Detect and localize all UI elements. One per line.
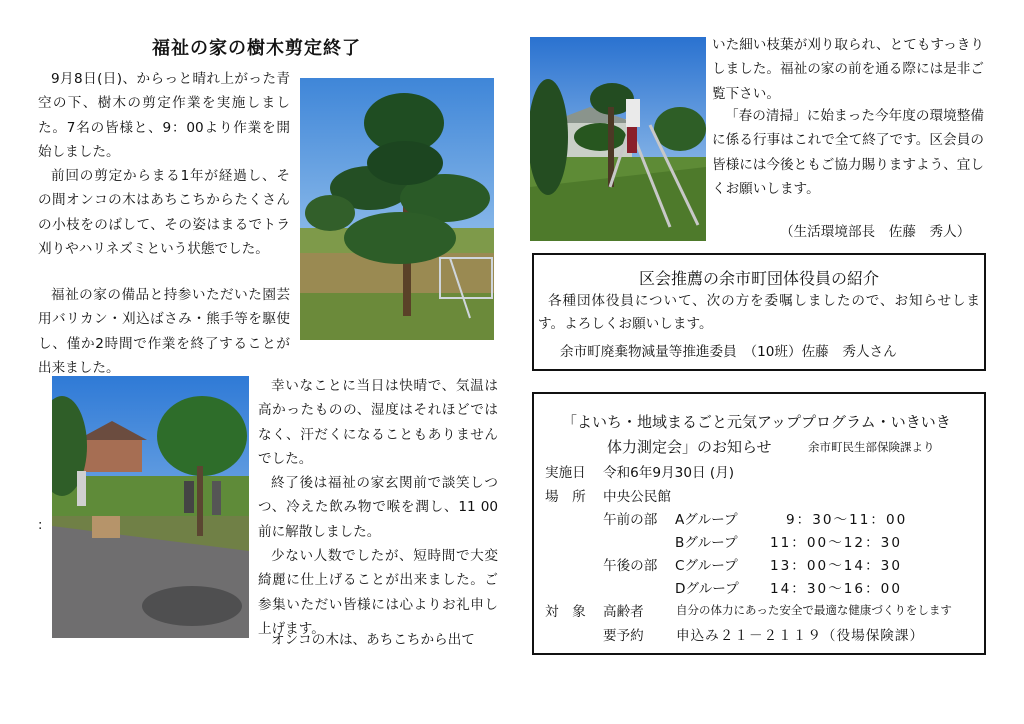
ladder-pruning-photo <box>530 37 706 241</box>
group-a-name: Aグループ <box>675 512 738 528</box>
article-paragraph-6: 少ない人数でしたが、短時間で大変綺麗に仕上げることが出来ました。ご参集いただい皆様には心よりお礼申し上げます。 <box>258 548 498 638</box>
group-c-name: Cグループ <box>675 558 738 574</box>
article-paragraph-8: いた細い枝葉が刈り取られ、とてもすっきりしました。福祉の家の前を通る際には是非ご覧下さい。 <box>712 37 984 102</box>
committee-box-text: 各種団体役員について、次の方を委嘱しましたので、お知らせします。よろしくお願いします。 <box>538 293 980 332</box>
reservation-label: 要予約 <box>603 628 644 644</box>
event-date: 令和6年9月30日 (月) <box>603 465 735 481</box>
afternoon-session-label: 午後の部 <box>603 558 658 574</box>
event-place: 中央公民館 <box>603 489 671 505</box>
place-label: 場 所 <box>545 489 586 505</box>
article-paragraph-3: 福祉の家の備品と持参いただいた園芸用バリカン・刈込ばさみ・熊手等を駆使し、僅か2時間で作業を終了することが出来ました。 <box>38 287 290 377</box>
group-d-name: Dグループ <box>675 581 739 597</box>
event-target-note: 自分の体力にあった安全で最適な健康づくりをします <box>676 603 952 617</box>
article-paragraph-5: 終了後は福祉の家玄関前で談笑しつつ、冷えた飲み物で喉を潤し、11 00前に解散しました。 <box>258 475 498 540</box>
article-title: 福祉の家の樹木剪定終了 <box>152 38 361 59</box>
target-label: 対 象 <box>545 604 586 620</box>
event-title-line-2: 体力測定会」のお知らせ <box>607 438 772 456</box>
group-a-time: 9：30～11：00 <box>786 512 908 528</box>
article-paragraph-2: 前回の剪定からまる1年が経過し、その間オンコの木はあちこちからたくさんの小枝をのばして、その姿はまるでトラ刈りやハリネズミという状態でした。 <box>38 168 290 258</box>
committee-box-title: 区会推薦の余市町団体役員の紹介 <box>638 269 879 288</box>
event-source: 余市町民生部保険課より <box>808 440 935 454</box>
event-title-line-1: 「よいち・地域まるごと元気アッププログラム・いきいき <box>562 413 951 431</box>
date-label: 実施日 <box>545 465 586 481</box>
group-b-name: Bグループ <box>675 535 738 551</box>
article-paragraph-4: 幸いなことに当日は快晴で、気温は高かったものの、湿度はそれほどではなく、汗だくになることもありませんでした。 <box>258 378 498 468</box>
morning-session-label: 午前の部 <box>603 512 658 528</box>
reservation-contact: 申込み２１－２１１９（役場保険課） <box>676 628 925 644</box>
event-target: 高齢者 <box>603 604 644 620</box>
group-c-time: 13：00～14：30 <box>770 558 902 574</box>
committee-member: 余市町廃棄物減量等推進委員 （10班）佐藤 秀人さん <box>560 344 897 360</box>
article-paragraph-9: 「春の清掃」に始まった今年度の環境整備に係る行事はこれで全て終了です。区会員の皆様には今後ともご協力賜りますよう、宜しくお願いします。 <box>712 108 984 198</box>
volunteers-garden-photo <box>52 376 249 638</box>
stray-mark: : <box>38 518 43 533</box>
article-paragraph-1: 9月8日(日)、からっと晴れ上がった青空の下、樹木の剪定作業を実施しました。7名の皆様と、9：00より作業を開始しました。 <box>38 71 290 161</box>
group-b-time: 11：00～12：30 <box>770 535 902 551</box>
group-d-time: 14：30～16：00 <box>770 581 902 597</box>
pruned-yew-tree-photo <box>300 78 494 340</box>
article-signature: （生活環境部長 佐藤 秀人） <box>780 224 971 240</box>
article-paragraph-7: オンコの木は、あちこちから出て <box>271 632 475 648</box>
